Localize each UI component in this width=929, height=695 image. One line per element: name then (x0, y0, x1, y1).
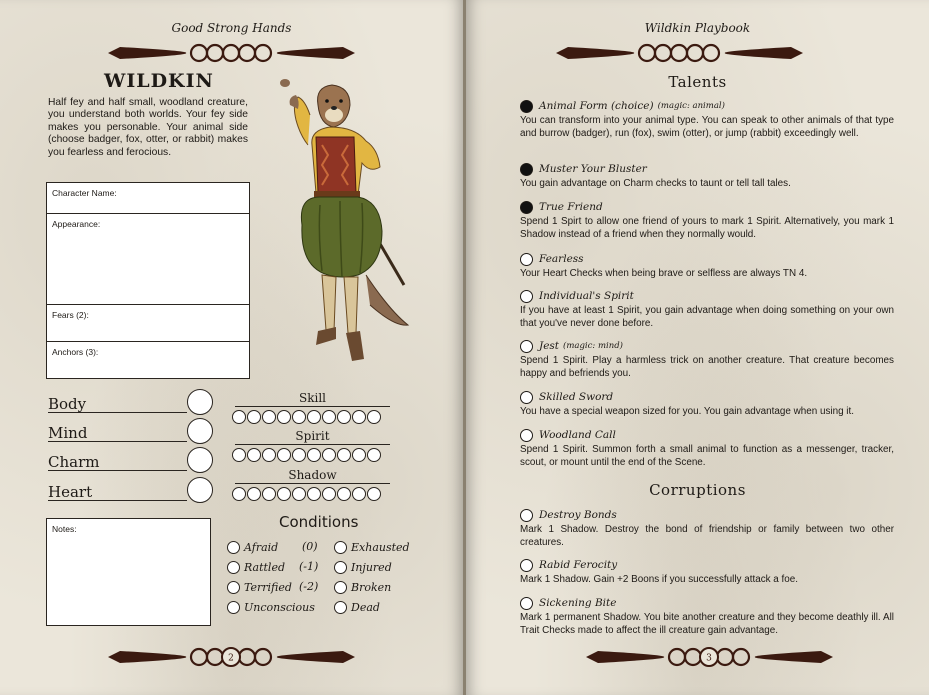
condition-rattled[interactable] (227, 559, 285, 576)
talent-description: Spend 1 Spirit. Summon forth a small animal to function as a messenger, tracker, scout, or mount until the end of the Scene. (520, 444, 894, 468)
talents-heading: Talents (668, 73, 727, 91)
track-box[interactable] (337, 448, 351, 462)
talent-name: Fearless (539, 253, 584, 265)
mind-stat (48, 418, 213, 446)
corruption-name: Rabid Ferocity (539, 559, 618, 571)
spirit-track-title: Spirit (235, 429, 390, 445)
track-box[interactable] (352, 448, 366, 462)
talent-checkbox[interactable] (520, 100, 533, 113)
charm-score-circle[interactable] (187, 447, 213, 473)
track-box[interactable] (367, 487, 381, 501)
condition-checkbox[interactable] (334, 541, 347, 554)
field-label: Character Name: (52, 188, 117, 198)
talent-skilled-sword (520, 389, 894, 419)
appearance-field[interactable] (46, 213, 250, 305)
corruption-name: Destroy Bonds (539, 509, 617, 521)
track-box[interactable] (232, 487, 246, 501)
afraid-penalty: (0) (302, 540, 318, 553)
condition-unconscious[interactable] (227, 599, 315, 616)
condition-injured[interactable] (334, 559, 392, 576)
talent-description: If you have at least 1 Spirit, you gain advantage when doing something on your own that you've never done before. (520, 305, 894, 329)
character-name-field[interactable] (46, 182, 250, 214)
corruption-name: Sickening Bite (539, 597, 617, 609)
terrified-penalty: (-2) (299, 580, 319, 593)
talent-woodland-call (520, 427, 894, 469)
track-box[interactable] (277, 487, 291, 501)
talent-jest (520, 338, 894, 380)
talent-description: Spend 1 Spirit. Play a harmless trick on another creature. That creature becomes happy and befriends you. (520, 355, 894, 379)
talent-name: Individual's Spirit (539, 290, 634, 302)
condition-label: Terrified (244, 581, 292, 594)
page-number: 2 (228, 653, 234, 664)
track-box[interactable] (262, 448, 276, 462)
playbook-title: WILDKIN (104, 70, 214, 92)
track-box[interactable] (247, 487, 261, 501)
track-box[interactable] (307, 448, 321, 462)
intro-paragraph: Half fey and half small, woodland creature, you understand both worlds. Your fey side makes you personable. Your animal side (choose badger, fox, otter, or rabbit) makes you fearless and ferocious. (48, 97, 248, 158)
track-box[interactable] (262, 487, 276, 501)
condition-dead[interactable] (334, 599, 380, 616)
track-box[interactable] (367, 448, 381, 462)
top-flourish-ornament (466, 42, 929, 64)
corruption-rabid-ferocity (520, 557, 894, 587)
condition-checkbox[interactable] (227, 561, 240, 574)
heart-stat (48, 477, 213, 505)
corruption-description: Mark 1 Shadow. Destroy the bond of friendship or family between two other creatures. (520, 524, 894, 548)
right-running-title: Wildkin Playbook (644, 21, 751, 35)
left-page (0, 0, 463, 695)
track-box[interactable] (337, 487, 351, 501)
talent-description: You have a special weapon sized for you. You gain advantage when using it. (520, 406, 854, 417)
rattled-penalty: (-1) (299, 560, 319, 573)
track-box[interactable] (277, 410, 291, 424)
track-box[interactable] (337, 410, 351, 424)
corruption-destroy-bonds (520, 507, 894, 549)
track-box[interactable] (322, 448, 336, 462)
page-number: 3 (706, 653, 712, 664)
track-box[interactable] (307, 410, 321, 424)
talent-true-friend (520, 199, 894, 241)
talent-checkbox[interactable] (520, 290, 533, 303)
talent-fearless (520, 251, 894, 281)
charm-stat (48, 447, 213, 475)
condition-checkbox[interactable] (334, 601, 347, 614)
corruptions-heading: Corruptions (649, 481, 746, 499)
talent-muster-your-bluster (520, 161, 894, 191)
notes-box[interactable] (46, 518, 211, 626)
anchors-field[interactable] (46, 341, 250, 379)
fears-field[interactable] (46, 304, 250, 342)
condition-label: Exhausted (351, 541, 410, 554)
track-box[interactable] (292, 410, 306, 424)
talent-tag: (magic: animal) (657, 101, 725, 111)
condition-checkbox[interactable] (227, 601, 240, 614)
condition-checkbox[interactable] (227, 541, 240, 554)
talent-name: True Friend (539, 201, 603, 213)
talent-tag: (magic: mind) (563, 341, 623, 351)
body-score-circle[interactable] (187, 389, 213, 415)
corruption-description: Mark 1 Shadow. Gain +2 Boons if you successfully attack a foe. (520, 574, 799, 585)
talent-checkbox[interactable] (520, 201, 533, 214)
field-label: Anchors (3): (52, 347, 99, 357)
talent-description: You gain advantage on Charm checks to taunt or tell tall tales. (520, 178, 791, 189)
track-box[interactable] (322, 487, 336, 501)
heart-score-circle[interactable] (187, 477, 213, 503)
field-label: Appearance: (52, 219, 101, 229)
condition-label: Dead (351, 601, 380, 614)
top-flourish-ornament (0, 42, 463, 64)
track-box[interactable] (277, 448, 291, 462)
condition-label: Broken (351, 581, 392, 594)
condition-afraid[interactable] (227, 539, 278, 556)
talent-animal-form (520, 98, 894, 140)
talent-name: Woodland Call (539, 429, 616, 441)
talent-description: Your Heart Checks when being brave or selfless are always TN 4. (520, 268, 808, 279)
talent-name: Skilled Sword (539, 391, 614, 403)
stat-label: Heart (48, 483, 93, 501)
talent-name: Animal Form (choice) (539, 100, 654, 112)
conditions-title: Conditions (279, 513, 359, 531)
stat-label: Charm (48, 453, 100, 471)
spirit-track[interactable] (232, 448, 397, 464)
skill-track[interactable] (232, 410, 397, 426)
condition-checkbox[interactable] (334, 581, 347, 594)
field-label: Fears (2): (52, 310, 89, 320)
corruption-description: Mark 1 permanent Shadow. You bite another creature and they become deathly ill. All Trait Checks made to affect the ill creature gain advantage. (520, 612, 894, 636)
condition-terrified[interactable] (227, 579, 292, 596)
talent-checkbox[interactable] (520, 429, 533, 442)
left-running-title: Good Strong Hands (171, 21, 292, 35)
talent-individuals-spirit (520, 288, 894, 330)
track-box[interactable] (292, 448, 306, 462)
corruption-sickening-bite (520, 595, 894, 637)
talent-name: Jest (539, 340, 560, 352)
talent-description: You can transform into your animal type. You can speak to other animals of that type and burrow (badger), run (fox), swim (otter), or jump (rabbit) exceedingly well. (520, 115, 894, 139)
track-box[interactable] (307, 487, 321, 501)
track-box[interactable] (352, 487, 366, 501)
track-box[interactable] (262, 410, 276, 424)
stat-label: Mind (48, 424, 88, 442)
condition-checkbox[interactable] (334, 561, 347, 574)
notes-label: Notes: (52, 524, 77, 534)
condition-label: Injured (351, 561, 392, 574)
talent-description: Spend 1 Spirt to allow one friend of yours to mark 1 Spirit. Alternatively, you mark 1 Shadow instead of a friend when they normally would. (520, 216, 894, 240)
track-box[interactable] (352, 410, 366, 424)
condition-label: Unconscious (244, 601, 315, 614)
corruption-checkbox[interactable] (520, 559, 533, 572)
talent-checkbox[interactable] (520, 340, 533, 353)
condition-exhausted[interactable] (334, 539, 410, 556)
talent-checkbox[interactable] (520, 163, 533, 176)
body-stat (48, 389, 213, 417)
condition-checkbox[interactable] (227, 581, 240, 594)
talent-checkbox[interactable] (520, 391, 533, 404)
track-box[interactable] (322, 410, 336, 424)
track-box[interactable] (232, 410, 246, 424)
shadow-track-title: Shadow (235, 468, 390, 484)
right-page (466, 0, 929, 695)
skill-track-title: Skill (235, 391, 390, 407)
talent-name: Muster Your Bluster (539, 163, 647, 175)
otter-bard-illustration (270, 75, 420, 365)
bottom-flourish-ornament (466, 646, 929, 668)
corruption-checkbox[interactable] (520, 509, 533, 522)
track-box[interactable] (247, 448, 261, 462)
stat-label: Body (48, 395, 87, 413)
condition-label: Afraid (244, 541, 279, 554)
track-box[interactable] (292, 487, 306, 501)
condition-broken[interactable] (334, 579, 391, 596)
mind-score-circle[interactable] (187, 418, 213, 444)
track-box[interactable] (367, 410, 381, 424)
corruption-checkbox[interactable] (520, 597, 533, 610)
talent-checkbox[interactable] (520, 253, 533, 266)
shadow-track[interactable] (232, 487, 397, 503)
bottom-flourish-ornament (0, 646, 463, 668)
track-box[interactable] (232, 448, 246, 462)
track-box[interactable] (247, 410, 261, 424)
condition-label: Rattled (244, 561, 286, 574)
